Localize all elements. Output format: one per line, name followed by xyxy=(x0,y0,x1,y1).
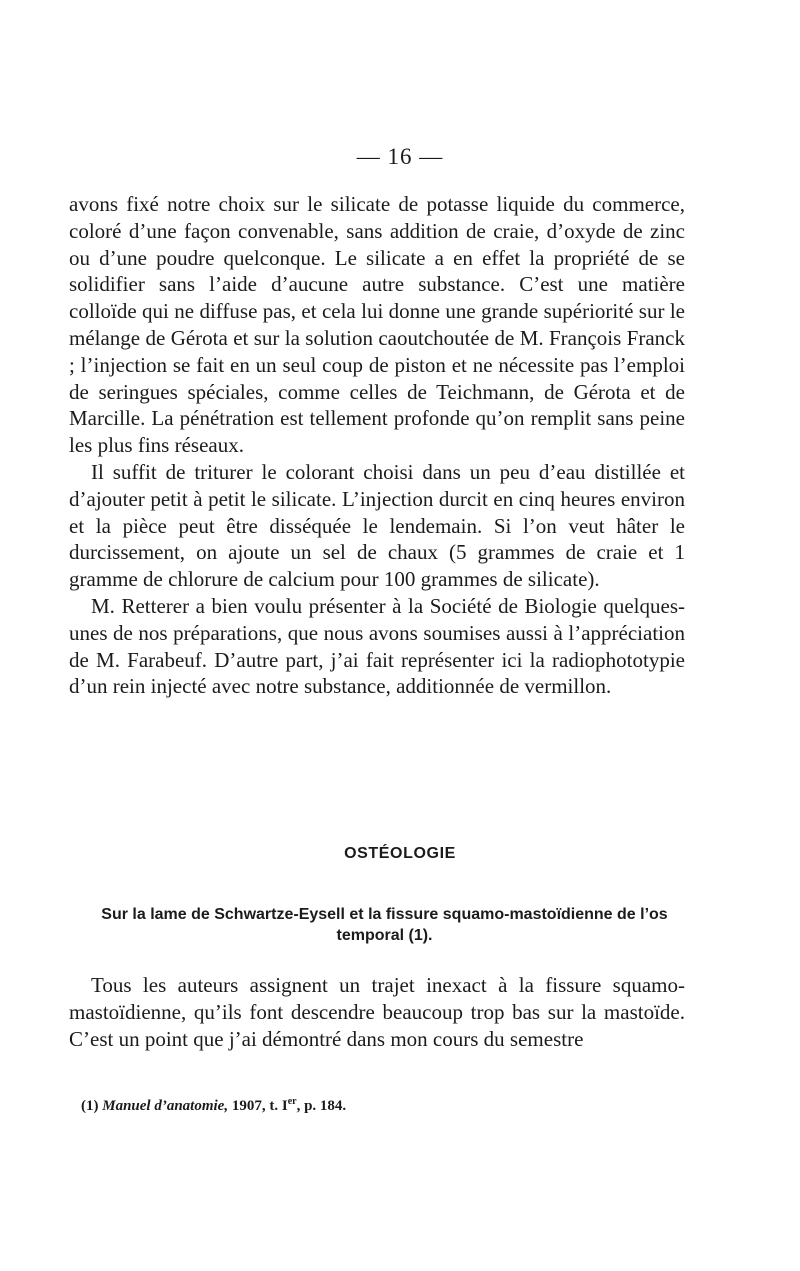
footnote-marker: (1) xyxy=(81,1098,99,1114)
body-text xyxy=(69,191,685,700)
article-paragraph: Tous les auteurs assignent un trajet inexact à la fissure squamo-mastoïdienne, qu’ils font descendre beaucoup trop bas sur la mastoïde. C’est un point que j’ai démontré dans mon cours du semestre xyxy=(69,973,685,1051)
footnote-page: , p. 184. xyxy=(296,1098,347,1114)
footnote-title: Manuel d’anatomie, xyxy=(102,1098,229,1114)
paragraph-1: avons fixé notre choix sur le silicate de potasse liquide du commerce, coloré d’une façon convenable, sans addition de craie, d’oxyde de zinc ou d’une poudre quelconque. Le silicate a en effet la propriété de se solidifier sans l’aide d’aucune autre substance. C’est une matière colloïde qui ne diffuse pas, et cela lui donne une grande supériorité sur le mélange de Gérota et sur la solution caoutchoutée de M. François Franck ; l’injection se fait en un seul coup de piston et ne nécessite pas l’emploi de seringues spéciales, comme celles de Teichmann, de Gérota et de Marcille. La pénétration est tellement profonde qu’on remplit sans peine les plus fins réseaux. xyxy=(69,192,685,458)
footnote-superscript: er xyxy=(287,1096,297,1107)
footnote-year: 1907, t. I xyxy=(231,1098,288,1114)
section-title: OSTÉOLOGIE xyxy=(344,845,456,862)
article-text xyxy=(69,972,685,1053)
paragraph-2: Il suffit de triturer le colorant choisi dans un peu d’eau distillée et d’ajouter petit à petit le silicate. L’injection durcit en cinq heures environ et la pièce peut être disséquée le lendemain. Si l’on veut hâter le durcissement, on ajoute un sel de chaux (5 grammes de craie et 1 gramme de chlorure de calcium pour 100 grammes de silicate). xyxy=(69,459,685,592)
paragraph-3: M. Retterer a bien voulu présenter à la Société de Biologie quelques-unes de nos préparations, que nous avons soumises aussi à l’appréciation de M. Farabeuf. D’autre part, j’ai fait représenter ici la radiophototypie d’un rein injecté avec notre substance, additionnée de vermillon. xyxy=(69,593,685,699)
page-number: — 16 — xyxy=(356,144,444,169)
article-title: Sur la lame de Schwartze-Eysell et la fissure squamo-mastoïdienne de l’os temporal (1). xyxy=(101,906,668,944)
footnote xyxy=(81,1096,346,1115)
